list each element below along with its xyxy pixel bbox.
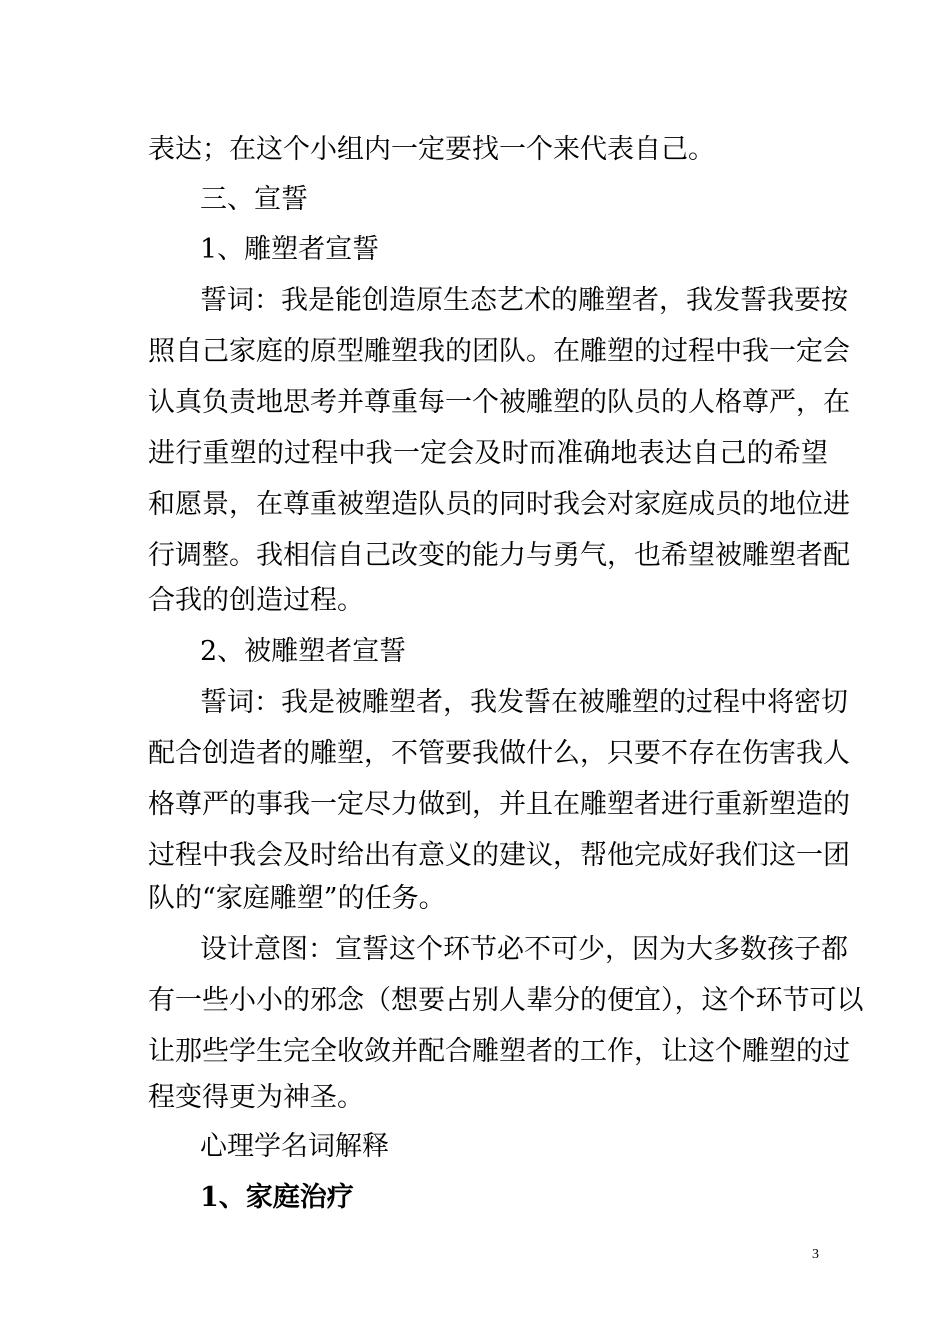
paragraph-line: 和愿景，在尊重被塑造队员的同时我会对家庭成员的地位进	[148, 489, 850, 520]
paragraph-line: 队的“家庭雕塑”的任务。	[148, 883, 446, 914]
subsection-heading: 1、雕塑者宣誓	[200, 234, 380, 265]
subsection-heading: 2、被雕塑者宣誓	[200, 636, 407, 667]
paragraph-line: 让那些学生完全收敛并配合雕塑者的工作，让这个雕塑的过	[148, 1036, 850, 1067]
paragraph-line: 誓词：我是被雕塑者，我发誓在被雕塑的过程中将密切	[200, 687, 848, 718]
paragraph-line: 誓词：我是能创造原生态艺术的雕塑者，我发誓我要按	[200, 285, 848, 316]
paragraph-line: 照自己家庭的原型雕塑我的团队。在雕塑的过程中我一定会	[148, 336, 850, 367]
paragraph-line: 程变得更为神圣。	[148, 1082, 364, 1113]
section-heading: 心理学名词解释	[200, 1131, 389, 1162]
section-heading: 三、宣誓	[200, 184, 308, 215]
paragraph-line: 合我的创造过程。	[148, 585, 364, 616]
paragraph-line: 过程中我会及时给出有意义的建议，帮他完成好我们这一团	[148, 840, 850, 871]
paragraph-line: 表达；在这个小组内一定要找一个来代表自己。	[148, 134, 715, 165]
paragraph-line: 有一些小小的邪念（想要占别人辈分的便宜），这个环节可以	[148, 985, 864, 1016]
term-heading: 1、家庭治疗	[200, 1182, 354, 1213]
paragraph-line: 设计意图：宣誓这个环节必不可少，因为大多数孩子都	[200, 934, 848, 965]
paragraph-line: 进行重塑的过程中我一定会及时而准确地表达自己的希望	[148, 438, 828, 469]
paragraph-line: 行调整。我相信自己改变的能力与勇气，也希望被雕塑者配	[148, 540, 850, 571]
page-number: 3	[812, 1247, 819, 1262]
paragraph-line: 格尊严的事我一定尽力做到，并且在雕塑者进行重新塑造的	[148, 789, 850, 820]
paragraph-line: 认真负责地思考并尊重每一个被雕塑的队员的人格尊严，在	[148, 387, 850, 418]
paragraph-line: 配合创造者的雕塑，不管要我做什么，只要不存在伤害我人	[148, 738, 850, 769]
